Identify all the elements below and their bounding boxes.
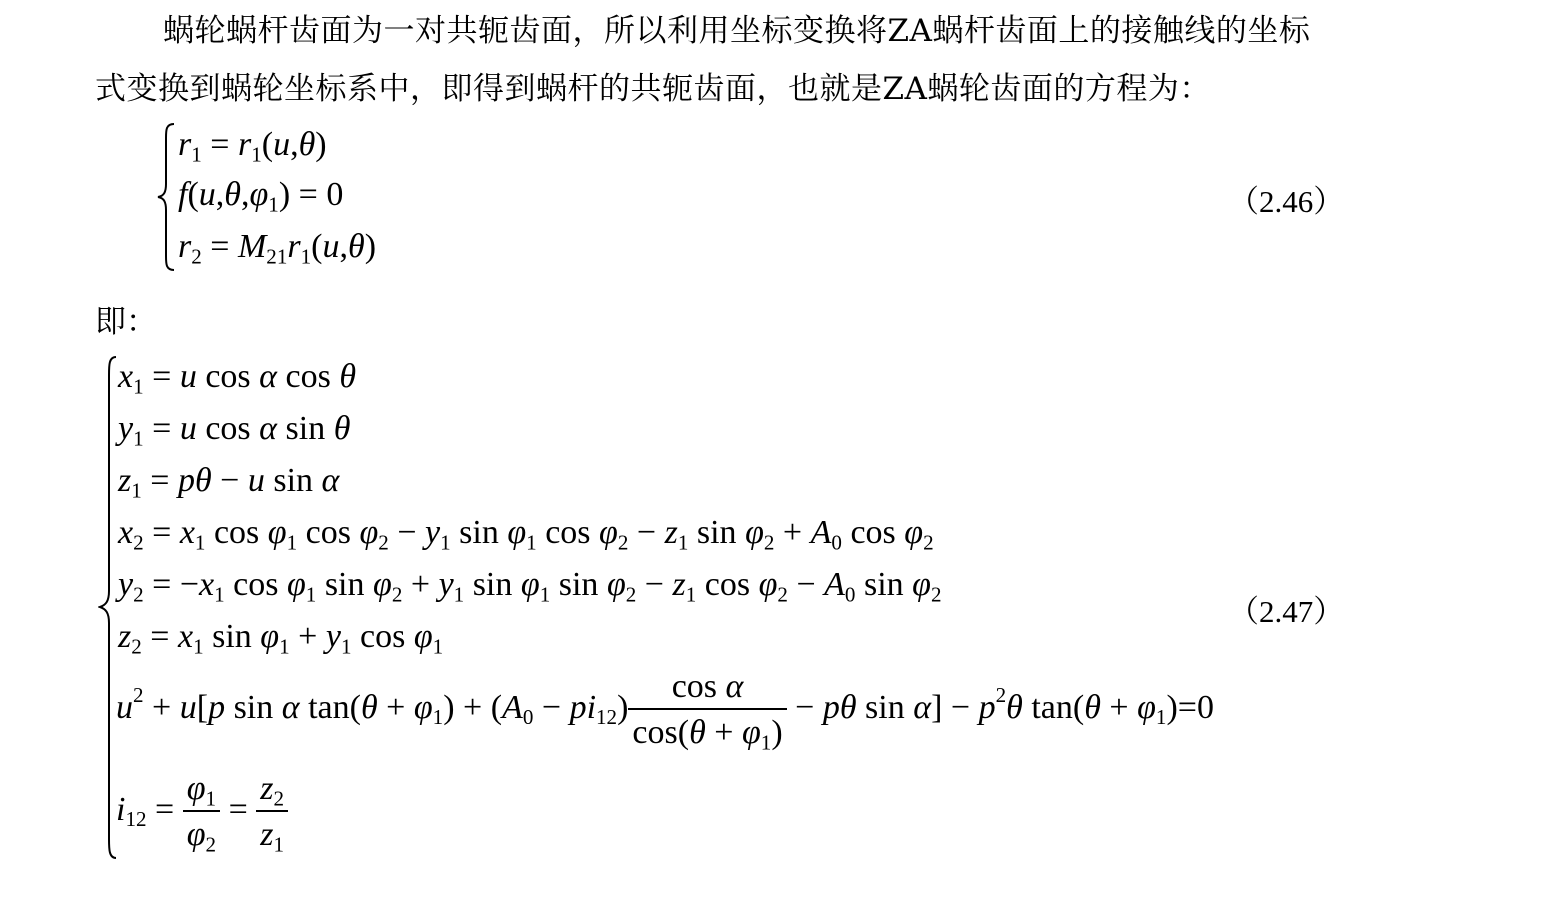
eq247-x1: $x_1 = u$ cos α cos θ (118, 358, 357, 399)
eq247-z2: $z_2 = x_1$ $\sin \varphi_1 + y_1$ $\cos \varphi_1$ (118, 618, 444, 659)
eq247-y2: $y_2 = -x_1$ $\cos \varphi_1$ $\sin \varphi_2 + y_1$ $\sin \varphi_1$ $\sin \varphi_2 - z_1$ $\cos \varphi_2 - A_0$ $\sin \varphi_2$ (118, 566, 942, 607)
ji-label: 即： (95, 304, 157, 340)
intro-paragraph (95, 2, 1415, 118)
phi-ratio-fraction: $\frac{\varphi_1}{\varphi_2}$ (183, 770, 220, 854)
intro-line-1: 蜗轮蜗杆齿面为一对共轭齿面，所以利用坐标变换将ZA蜗杆齿面上的接触线的坐标 (163, 13, 1311, 49)
z-ratio-fraction: $\frac{z_2}{z_1}$ (256, 770, 288, 854)
eq247-x2: $x_2 = x_1$ $\cos \varphi_1$ $\cos \varphi_2 - y_1$ $\sin \varphi_1$ $\cos \varphi_2 - z_1$ $\sin \varphi_2 + A_0$ $\cos \varphi_2$ (118, 514, 934, 555)
eq247-z1: $z_1 = p\theta - u$ sin α (118, 462, 340, 503)
eq246-line-2: $f(u,\theta,\varphi_1) = 0$ (178, 176, 344, 217)
eq246-line-3: $r_2 = M_{21}r_1(u,\theta)$ (178, 228, 377, 269)
intro-line-2: 式变换到蜗轮坐标系中，即得到蜗杆的共轭齿面，也就是ZA蜗轮齿面的方程为： (95, 71, 1211, 107)
eq247-number: （2.47） (1228, 594, 1345, 629)
cos-alpha-fraction: $\frac{\text{cos α}}{\cos(\theta + \varphi_1)}$ (628, 668, 786, 752)
eq246-brace (156, 122, 178, 272)
eq247-y1: $y_1 = u$ cos α sin θ (118, 410, 351, 451)
eq247-u-equation: $u^2 + u[p$ sin α $\tan(\theta + \varphi_1) + (A_0 - pi_{12})$ $\frac{\text{cos α}}{\cos(\theta + \varphi_1)}$ − pθ $\sin \alpha] - p^2\theta$ $\tan(\theta + \varphi_1)=0$ (116, 668, 1214, 755)
eq246-line-1: $r_1 = r_1(u,\theta)$ (178, 126, 327, 167)
eq246-number: （2.46） (1228, 184, 1345, 219)
eq247-i12: $i_{12}$ = $\frac{\varphi_1}{\varphi_2}$ = $\frac{z_2}{z_1}$ (116, 770, 288, 854)
